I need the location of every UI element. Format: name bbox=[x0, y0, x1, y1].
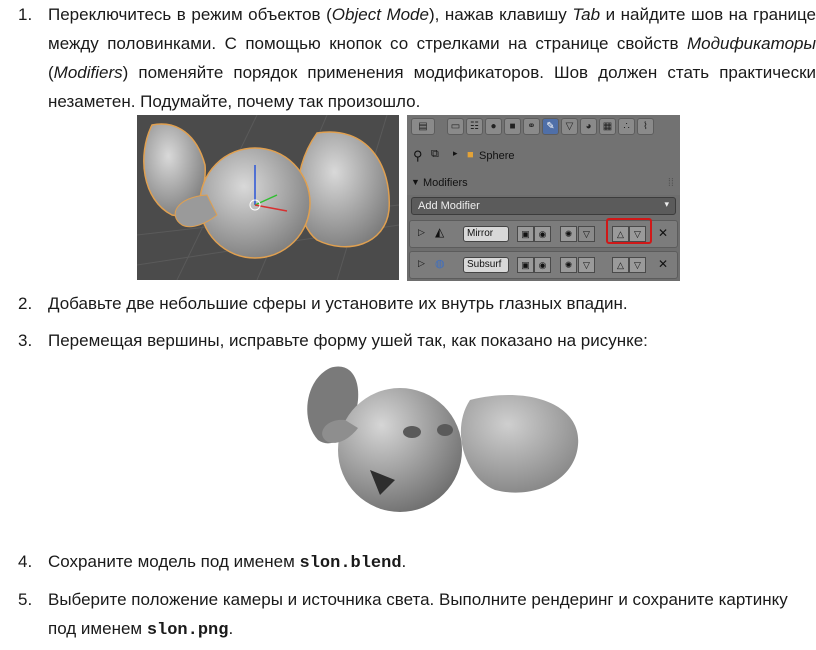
list-item-1 bbox=[18, 0, 816, 116]
drag-handle-icon[interactable]: ⁞⁞ bbox=[667, 177, 674, 189]
filename-code: slon.blend bbox=[299, 554, 402, 573]
data-tab-icon[interactable]: ▽ bbox=[561, 118, 578, 135]
modifier-name-field[interactable]: Subsurf bbox=[463, 257, 509, 273]
particles-tab-icon[interactable]: ∴ bbox=[618, 118, 635, 135]
editor-type-icon[interactable]: ▤ bbox=[411, 118, 435, 135]
move-up-icon[interactable]: △ bbox=[612, 226, 629, 242]
elephant-render-illustration bbox=[300, 360, 582, 540]
filename-code: slon.png bbox=[146, 621, 229, 640]
render-tab-icon[interactable]: ▭ bbox=[447, 118, 464, 135]
list-text bbox=[48, 0, 816, 116]
text-run: . bbox=[228, 619, 234, 638]
wrench-icon[interactable]: ✎ bbox=[542, 118, 559, 135]
texture-tab-icon[interactable]: ▦ bbox=[599, 118, 616, 135]
add-modifier-label: Add Modifier bbox=[418, 200, 480, 212]
list-item-3 bbox=[18, 326, 816, 355]
move-down-icon[interactable]: ▽ bbox=[629, 226, 646, 242]
list-text bbox=[48, 547, 816, 578]
camera-icon[interactable]: ▣ bbox=[517, 257, 534, 273]
pin-icon[interactable]: ⚲ bbox=[413, 148, 423, 163]
close-icon[interactable]: ✕ bbox=[658, 226, 669, 240]
list-number: 5. bbox=[18, 590, 33, 609]
constraints-tab-icon[interactable]: ⚭ bbox=[523, 118, 540, 135]
viewport-screenshot bbox=[137, 115, 399, 280]
move-down-icon[interactable]: ▽ bbox=[629, 257, 646, 273]
list-text: Перемещая вершины, исправьте форму ушей так, как показано на рисунке: bbox=[48, 331, 648, 350]
properties-panel bbox=[407, 115, 680, 281]
eye-icon[interactable]: ◉ bbox=[534, 226, 551, 242]
scene-icon: ⧉ bbox=[431, 148, 439, 160]
expand-icon[interactable]: ▷ bbox=[418, 258, 425, 268]
camera-icon[interactable]: ▣ bbox=[517, 226, 534, 242]
object-name: Sphere bbox=[479, 150, 515, 162]
list-item-4 bbox=[18, 547, 816, 578]
list-text bbox=[48, 585, 816, 645]
layers-tab-icon[interactable]: ☷ bbox=[466, 118, 483, 135]
render-icon[interactable]: ✺ bbox=[560, 226, 577, 242]
list-item-2 bbox=[18, 289, 816, 318]
move-up-icon[interactable]: △ bbox=[612, 257, 629, 273]
text-run-italic: Modifiers bbox=[53, 63, 123, 82]
text-run-italic: Модификаторы bbox=[687, 34, 816, 53]
text-run: . bbox=[401, 552, 407, 571]
cube-icon: ■ bbox=[467, 149, 474, 161]
chevron-down-icon: ▾ bbox=[664, 199, 669, 209]
list-number: 4. bbox=[18, 552, 33, 571]
subsurf-modifier-icon: ◍ bbox=[435, 258, 445, 270]
mirror-modifier-icon: ◭ bbox=[435, 225, 445, 239]
text-run: Переключитесь в режим объектов ( bbox=[48, 5, 332, 24]
modifiers-section-header[interactable] bbox=[407, 173, 680, 195]
list-text: Добавьте две небольшие сферы и установите их внутрь глазных впадин. bbox=[48, 294, 628, 313]
text-run-italic: Object Mode bbox=[331, 5, 429, 24]
text-run: Выберите положение камеры и источника света. Выполните рендеринг и сохраните картинку под именем bbox=[48, 590, 788, 638]
add-modifier-dropdown[interactable] bbox=[411, 197, 676, 215]
list-number: 3. bbox=[18, 331, 33, 350]
list-number: 2. bbox=[18, 294, 33, 313]
text-run: ) поменяйте порядок применения модификаторов. Шов должен стать практически незаметен. Подумайте, почему так произошло. bbox=[48, 63, 816, 111]
list-number: 1. bbox=[18, 5, 33, 24]
eye-icon[interactable]: ◉ bbox=[534, 257, 551, 273]
breadcrumb bbox=[407, 139, 680, 173]
modifier-row-subsurf bbox=[409, 251, 678, 279]
text-run: и найдите шов на границе между половинками. С помощью кнопок со стрелками на странице свойств bbox=[48, 5, 816, 53]
material-tab-icon[interactable]: ◕ bbox=[580, 118, 597, 135]
close-icon[interactable]: ✕ bbox=[658, 257, 669, 271]
physics-tab-icon[interactable]: ⌇ bbox=[637, 118, 654, 135]
text-run: Сохраните модель под именем bbox=[48, 552, 300, 571]
edit-cage-icon[interactable]: ▽ bbox=[578, 226, 595, 242]
object-tab-icon[interactable]: ■ bbox=[504, 118, 521, 135]
expand-icon[interactable]: ▷ bbox=[418, 227, 425, 237]
edit-cage-icon[interactable]: ▽ bbox=[578, 257, 595, 273]
world-tab-icon[interactable]: ● bbox=[485, 118, 502, 135]
text-run: ), нажав клавишу bbox=[428, 5, 573, 24]
render-icon[interactable]: ✺ bbox=[560, 257, 577, 273]
properties-tab-bar bbox=[407, 115, 680, 140]
text-run: ( bbox=[48, 63, 54, 82]
elephant-viewport-illustration bbox=[137, 115, 399, 280]
modifier-row-mirror bbox=[409, 220, 678, 248]
chevron-right-icon: ▸ bbox=[453, 148, 458, 158]
text-run-italic: Tab bbox=[572, 5, 601, 24]
collapse-arrow-icon[interactable]: ▼ bbox=[411, 177, 420, 187]
section-title: Modifiers bbox=[423, 177, 468, 189]
modifier-name-field[interactable]: Mirror bbox=[463, 226, 509, 242]
list-item-5 bbox=[18, 585, 816, 645]
